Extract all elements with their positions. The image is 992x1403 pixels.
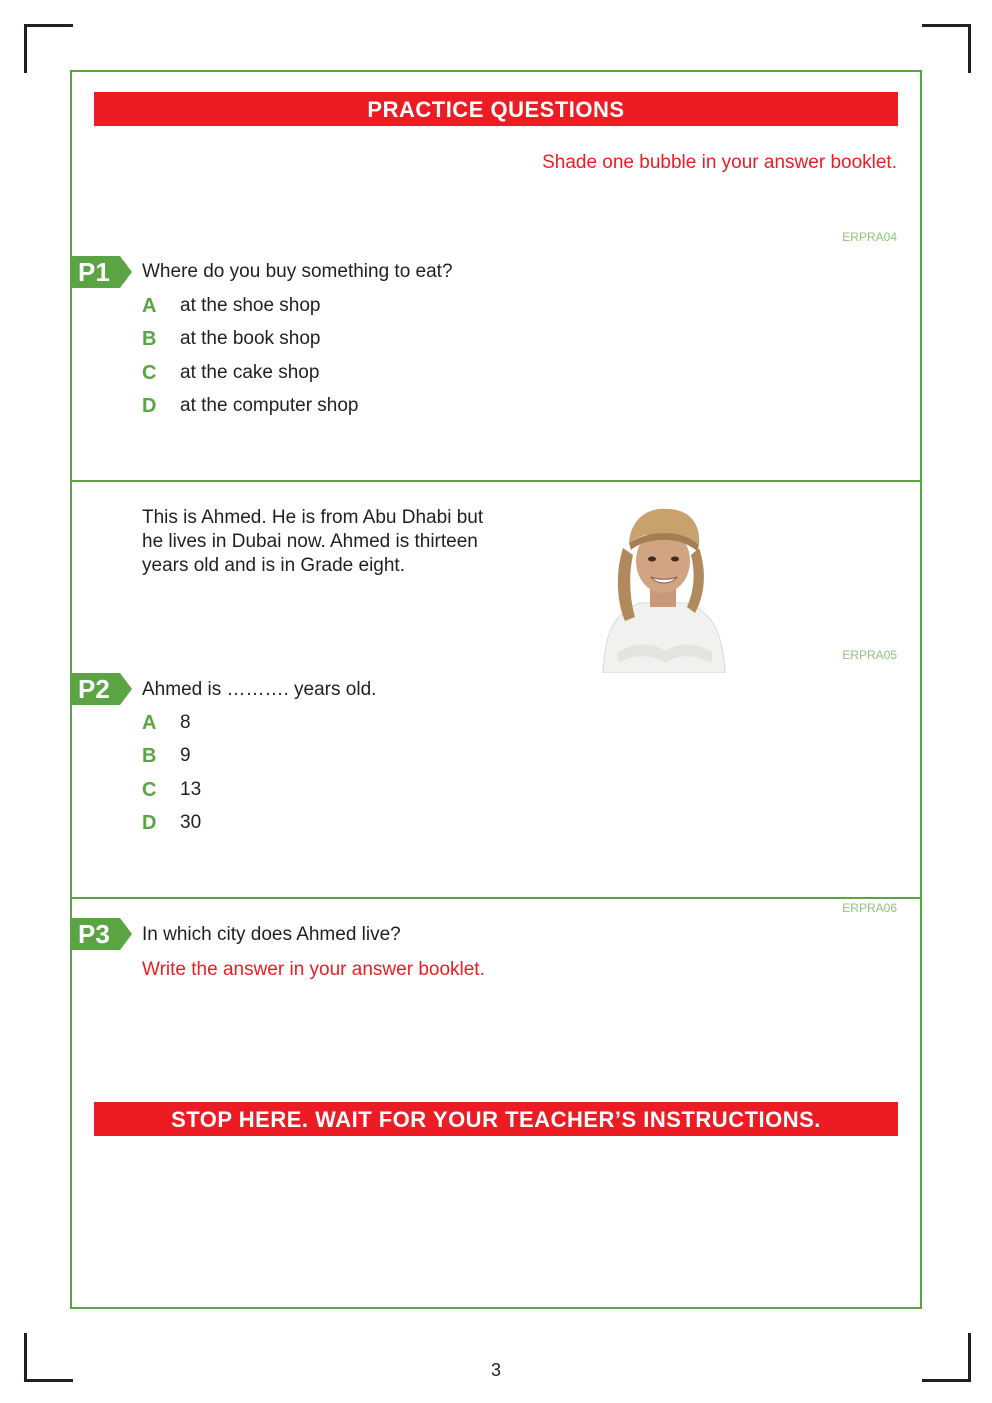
section-divider <box>70 897 922 899</box>
passage-line: he lives in Dubai now. Ahmed is thirteen <box>142 531 478 552</box>
option-text: 8 <box>180 712 191 733</box>
option-text: at the shoe shop <box>180 295 321 316</box>
write-instruction: Write the answer in your answer booklet. <box>142 959 485 980</box>
shade-instruction: Shade one bubble in your answer booklet. <box>542 152 897 173</box>
option-letter: D <box>142 395 157 417</box>
question-number: P2 <box>78 674 110 704</box>
option-text: at the book shop <box>180 328 321 349</box>
question-number: P1 <box>78 257 110 287</box>
reading-passage <box>142 506 522 578</box>
option-text: at the computer shop <box>180 395 359 416</box>
page-number: 3 <box>490 1360 501 1380</box>
question-number: P3 <box>78 919 110 949</box>
ahmed-photo <box>595 503 732 673</box>
option-letter: C <box>142 362 157 384</box>
stop-banner: STOP HERE. WAIT FOR YOUR TEACHER’S INSTRUCTIONS. <box>94 1102 898 1136</box>
question-tag-p3 <box>72 918 132 950</box>
option-letter: C <box>142 779 157 801</box>
option-text: at the cake shop <box>180 362 320 383</box>
item-code: ERPRA06 <box>842 901 897 915</box>
passage-line: years old and is in Grade eight. <box>142 555 405 576</box>
option-text: 9 <box>180 745 191 766</box>
crop-mark-top-left <box>24 24 73 73</box>
option-letter: A <box>142 295 157 317</box>
option-letter: D <box>142 812 157 834</box>
option-letter: B <box>142 745 157 767</box>
page-title: PRACTICE QUESTIONS <box>94 92 898 126</box>
item-code: ERPRA04 <box>842 230 897 244</box>
section-divider <box>70 480 922 482</box>
question-tag-p1 <box>72 256 132 288</box>
question-tag-p2 <box>72 673 132 705</box>
question-text: In which city does Ahmed live? <box>142 924 401 945</box>
option-text: 30 <box>180 812 202 833</box>
question-text: Ahmed is ………. years old. <box>142 679 377 700</box>
option-letter: B <box>142 328 157 350</box>
crop-mark-top-right <box>922 24 971 73</box>
question-text: Where do you buy something to eat? <box>142 261 453 282</box>
passage-line: This is Ahmed. He is from Abu Dhabi but <box>142 507 484 528</box>
option-text: 13 <box>180 779 202 800</box>
option-letter: A <box>142 712 157 734</box>
item-code: ERPRA05 <box>842 648 897 662</box>
